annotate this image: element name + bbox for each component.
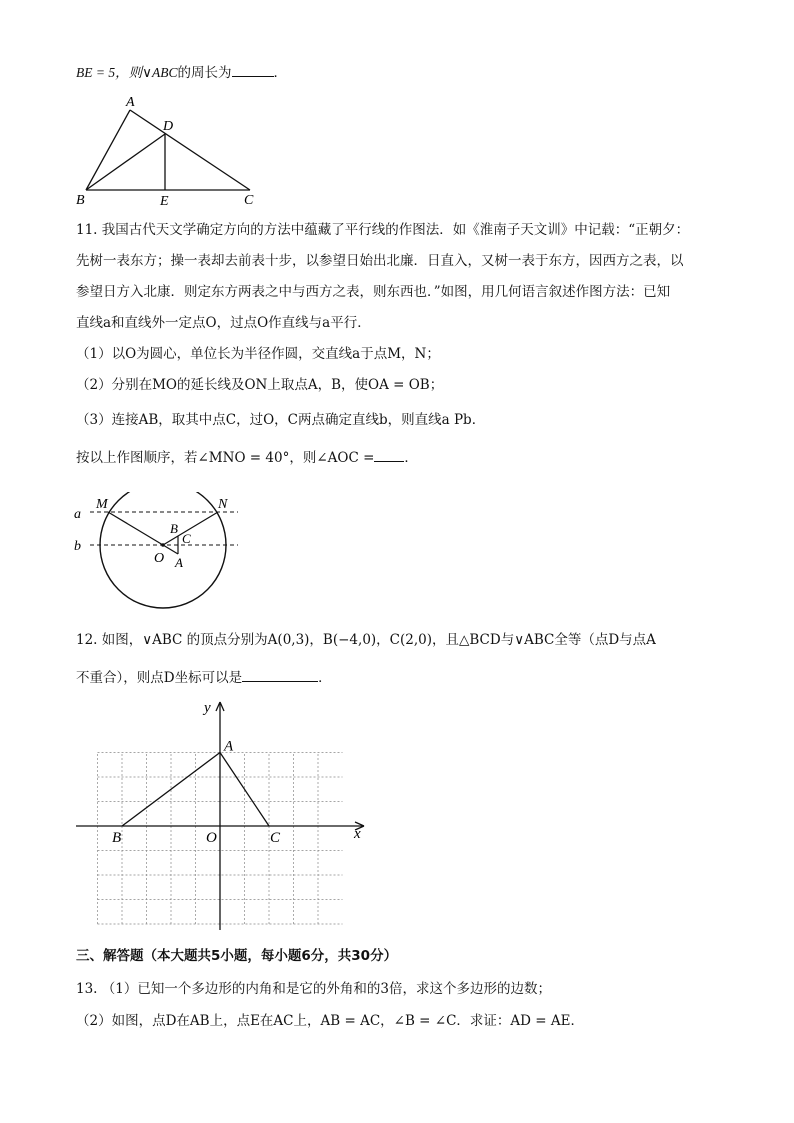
q11-circle — [100, 492, 226, 608]
label-o: O — [206, 830, 217, 846]
q12-answer-blank[interactable] — [242, 667, 318, 682]
q12-axes — [76, 702, 364, 930]
q11-question — [76, 447, 418, 468]
q11-label-b-line: b — [74, 539, 81, 554]
q12-line2-end: ． — [318, 670, 332, 686]
q10-end: ． — [273, 65, 287, 81]
q10-seg-ac — [130, 110, 250, 190]
q12-labels — [112, 700, 361, 846]
q11-circle-figure — [70, 492, 270, 616]
q10-given: BE = 5，则 — [76, 65, 143, 80]
q11-answer-blank[interactable] — [374, 447, 404, 462]
q11-seg-oa — [163, 545, 178, 554]
label-b: B — [112, 830, 122, 846]
q11-label-o: O — [154, 551, 165, 566]
q11-step2: （2）分别在MO的延长线及ON上取点A，B，使OA = OB； — [76, 377, 444, 393]
q11-seg-mo — [108, 512, 163, 545]
q10-label-e: E — [160, 194, 169, 208]
q13-part1: 13. （1）已知一个多边形的内角和是它的外角和的3倍，求这个多边形的边数； — [76, 981, 551, 997]
label-x: x — [354, 826, 361, 842]
q10-answer-blank[interactable] — [232, 62, 274, 77]
q11-line1: 11. 我国古代天文学确定方向的方法中蕴藏了平行线的作图法．如《淮南子天文训》中记载：“正朝夕： — [76, 222, 690, 238]
q10-question: 的周长为 — [177, 65, 232, 81]
q11-label-a-line: a — [74, 507, 81, 522]
q11-question-text: 按以上作图顺序，若∠MNO = 40°，则∠AOC = — [76, 450, 375, 466]
q10-label-d: D — [163, 119, 174, 134]
q10-seg-bd — [86, 134, 165, 190]
q11-question-end: ． — [404, 450, 418, 466]
q12-coordinate-figure — [70, 698, 380, 930]
q12-line2-text: 不重合），则点D坐标可以是 — [76, 670, 243, 686]
q13-part2: （2）如图，点D在AB上，点E在AC上，AB = AC，∠B = ∠C．求证：AD = AE． — [76, 1013, 584, 1029]
q12-line2 — [76, 667, 332, 688]
q11-point-o — [161, 543, 165, 547]
q10-label-b: B — [76, 193, 85, 208]
q11-step1: （1）以O为圆心，单位长为半径作圆，交直线a于点M，N； — [76, 346, 440, 362]
q10-label-c: C — [244, 193, 254, 208]
q11-label-a-point: A — [175, 555, 183, 570]
q10-seg-ab — [86, 110, 130, 190]
q10-text — [76, 62, 287, 83]
q11-label-n: N — [218, 497, 228, 512]
q11-line2: 先树一表东方；操一表却去前表十步，以参望日始出北廉．日直入，又树一表于东方，因西方之表，以 — [76, 253, 684, 269]
q10-triangle-figure — [72, 92, 272, 208]
q11-label-c: C — [182, 531, 191, 546]
q10-label-a: A — [126, 95, 135, 110]
label-a: A — [224, 738, 234, 755]
section3-title: 三、解答题（本大题共5小题，每小题6分，共30分） — [76, 948, 398, 964]
q11-line3: 参望日方入北康．则定东方两表之中与西方之表，则东西也．”如图，用几何语言叙述作图方法：已知 — [76, 284, 671, 300]
q11-step3: （3）连接AB，取其中点C，过O，C两点确定直线b，则直线a Pb． — [76, 412, 486, 428]
label-c: C — [270, 830, 281, 846]
q11-label-m: M — [96, 497, 108, 512]
q12-line1: 12. 如图，∨ABC 的顶点分别为A(0,3)，B(−4,0)，C(2,0)，且△BCD与∨ABC全等（点D与点A — [76, 632, 656, 648]
q11-label-b-point: B — [170, 521, 178, 536]
label-y: y — [204, 700, 211, 716]
q10-triangle: ∨ABC — [142, 65, 178, 80]
q11-line4: 直线a和直线外一定点O，过点O作直线与a平行． — [76, 315, 371, 331]
